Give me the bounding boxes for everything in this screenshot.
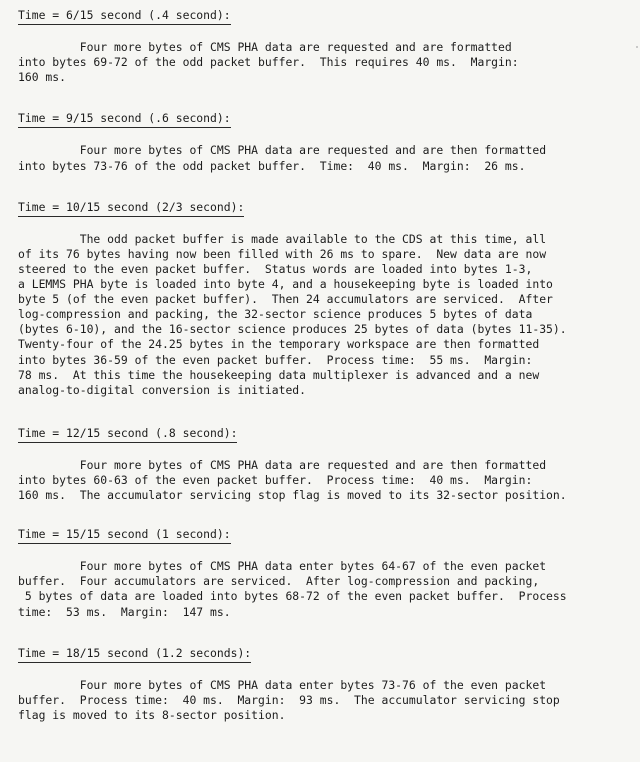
text-line: 160 ms. — [18, 70, 67, 85]
text-line: steered to the even packet buffer. Status words are loaded into bytes 1-3, — [18, 261, 533, 276]
text-line: 160 ms. The accumulator servicing stop flag is moved to its 32-sector position. — [18, 488, 567, 503]
text-line: Four more bytes of CMS PHA data enter bytes 73-76 of the even packet — [18, 677, 547, 692]
section-heading: Time = 10/15 second (2/3 second): — [18, 200, 244, 217]
document-page — [18, 8, 634, 723]
text-line: Four more bytes of CMS PHA data are requested and are then formatted — [18, 457, 547, 472]
text-line: of its 76 bytes having now been filled with 26 ms to spare. New data are now — [18, 246, 547, 261]
text-line: buffer. Process time: 40 ms. Margin: 93 ms. The accumulator servicing stop — [18, 692, 560, 707]
text-line: (bytes 6-10), and the 16-sector science produces 25 bytes of data (bytes 11-35). — [18, 322, 567, 337]
text-line: time: 53 ms. Margin: 147 ms. — [18, 604, 231, 619]
section-time-10-15 — [18, 200, 634, 398]
section-paragraph — [18, 559, 634, 619]
text-line: log-compression and packing, the 32-sector science produces 5 bytes of data — [18, 307, 533, 322]
text-line: Four more bytes of CMS PHA data are requested and are then formatted — [18, 143, 547, 158]
section-paragraph — [18, 232, 634, 398]
text-line: The odd packet buffer is made available to the CDS at this time, all — [18, 231, 547, 246]
text-line: a LEMMS PHA byte is loaded into byte 4, and a housekeeping byte is loaded into — [18, 277, 553, 292]
text-line: 78 ms. At this time the housekeeping data multiplexer is advanced and a new — [18, 367, 540, 382]
text-line: into bytes 60-63 of the even packet buffer. Process time: 40 ms. Margin: — [18, 472, 533, 487]
section-time-12-15 — [18, 426, 634, 503]
paper-speck — [636, 46, 638, 48]
section-heading: Time = 18/15 second (1.2 seconds): — [18, 646, 251, 663]
text-line: Four more bytes of CMS PHA data are requested and are formatted — [18, 40, 512, 55]
text-line: Twenty-four of the 24.25 bytes in the temporary workspace are then formatted — [18, 337, 540, 352]
section-time-18-15 — [18, 646, 634, 723]
section-time-6-15 — [18, 8, 634, 85]
text-line: byte 5 (of the even packet buffer). Then 24 accumulators are serviced. After — [18, 292, 553, 307]
text-line: analog-to-digital conversion is initiated. — [18, 382, 307, 397]
text-line: into bytes 73-76 of the odd packet buffer. Time: 40 ms. Margin: 26 ms. — [18, 158, 526, 173]
section-heading: Time = 12/15 second (.8 second): — [18, 426, 237, 443]
text-line: Four more bytes of CMS PHA data enter bytes 64-67 of the even packet — [18, 559, 547, 574]
text-line: 5 bytes of data are loaded into bytes 68-72 of the even packet buffer. Process — [18, 589, 567, 604]
section-paragraph — [18, 40, 634, 85]
section-heading: Time = 9/15 second (.6 second): — [18, 111, 231, 128]
section-paragraph — [18, 678, 634, 723]
section-paragraph — [18, 458, 634, 503]
section-time-15-15 — [18, 527, 634, 619]
text-line: into bytes 36-59 of the even packet buffer. Process time: 55 ms. Margin: — [18, 352, 533, 367]
text-line: into bytes 69-72 of the odd packet buffer. This requires 40 ms. Margin: — [18, 55, 519, 70]
section-heading: Time = 6/15 second (.4 second): — [18, 8, 231, 25]
section-paragraph — [18, 143, 634, 173]
section-time-9-15 — [18, 111, 634, 173]
text-line: buffer. Four accumulators are serviced. After log-compression and packing, — [18, 574, 540, 589]
section-heading: Time = 15/15 second (1 second): — [18, 527, 231, 544]
text-line: flag is moved to its 8-sector position. — [18, 707, 286, 722]
